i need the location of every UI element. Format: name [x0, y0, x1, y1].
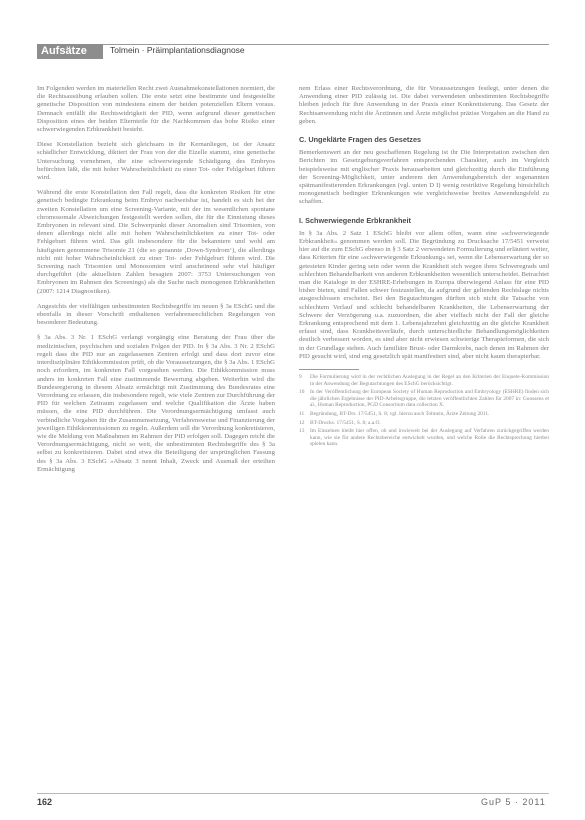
right-intro-paragraph: nem Erlass einer Rechtsverordnung, die für Voraussetzungen festlegt, unter denen die Anwendung einer PID zulässig ist. Die dabei verwendeten unbestimmten Rechtsbegriffe bleiben jedoch für ihre Anwendung in der Praxis einer Konkretisierung. Das Gesetz der Rechtsanwendung nicht die Ärztinnen und Ärzte möglichst präzise Vorgaben an die Hand zu geben. [299, 85, 549, 125]
footnote [299, 411, 549, 418]
section-c-paragraph: Bemerkenswert an der neu geschaffenen Regelung ist ihr Die Interpretation zwischen den Berichten im Gesetzgebungsverfahren entsprechenden Charakter, auch im Vergleich beispielsweise mit englischer Praxis herausarbeiten und gleichzeitig durch die Einführung der Screening-Möglichkeit, unter anderem den Anwendungsbereich der sogenannten spätmanifestierenden Erkrankungen (vgl. unten D I) wenig restriktive Regelung hinsichtlich monogenetisch bedingter Erkrankungen wie vergleichsweise breites Anwendungsfeld zu schaffen. [299, 149, 549, 206]
left-paragraph-1: Im Folgenden werden im materiellen Recht zwei Ausnahmekonstellationen normiert, die die Rechtsausübung erlauben sollen. Die erste setzt eine bestimmte und festgestellte genetische Disposition von mindestens einem der beiden potenziellen Eltern voraus. Demnach entfällt die Rechtswidrigkeit der PID, wenn aufgrund dieser genetischen Disposition eines der beiden Elternteile für die Nachkommen das hohe Risiko einer schwerwiegenden Erbkrankheit besteht. [37, 85, 275, 134]
footnotes [299, 374, 549, 448]
page-header [0, 0, 585, 40]
footer-rule [37, 793, 549, 794]
footnote-text: In der Veröffentlichung der European Society of Human Reproduction and Embryology (ESHRE) finden sich die jährlichen Ergebnisse der PID-Arbeitsgruppe, die letzten veröffentlichten Zahlen für 2007 in: Goossens et al., Human Reproduction, PGD Consortium data collection X. [310, 389, 549, 409]
footnote-text: BT-Drucks. 17/5451, S. 8; a.a.O. [310, 419, 381, 426]
footnote-number: 9 [299, 374, 302, 381]
left-paragraph-3: Während die erste Konstellation den Fall regelt, dass die konkreten Risiken für eine genetisch bedingte Erkrankung beim Embryo nachweisbar ist, handelt es sich bei der zweiten Konstellation um eine Screening-Variante, mit der im wesentlichen spontane chromosomale Abweichungen festgestellt werden sollen, die für die Einnistung dieses Embryonen in relevant sind. Die Schwerpunkt dieser Anomalien sind Trisomien, von denen allerdings nicht alle mit hohen Wahrscheinlichkeiten zu einer Tot- oder Fehlgeburt führen wird. Das gilt insbesondere für die bekanntere und wohl am häufigsten genommene Trisomie 21 (die so genannte ‚Down-Syndrom‘), die allerdings nicht mit hoher Wahrscheinlichkeit zu einer Tot- oder Fehlgeburt führen wird. Die Screening nach Trisomien und Monosomien wird anscheinend sehr viel häufiger durchgeführt (die aktuellsten Zahlen besagten 2007: 3753 Untersuchungen von Embryonen im Rahmen des Screenings) als die Suche nach monogenen Erbkrankheiten (2007: 1214 Diagnostiken). [37, 189, 275, 295]
footnote [299, 428, 549, 448]
footnote [299, 374, 549, 387]
footnote [299, 420, 549, 427]
footnote-text: Begründung, BT-Drs. 17/5451, S. 8; vgl. hierzu auch Tolmein, Ärzte Zeitung 2011. [310, 411, 490, 418]
running-head: Tolmein · Präimplantationsdiagnose [110, 45, 245, 55]
footnote-number: 13 [299, 428, 305, 435]
page-number: 162 [37, 797, 53, 807]
left-paragraph-5: § 3a Abs. 3 Nr. 1 ESchG verlangt vorgängig eine Beratung der Frau über die medizinischen, psychischen und sozialen Folgen der PID. In § 3a Abs. 3 Nr. 2 ESchG regelt dass die PID nur an zugelassenen Zentren erfolgt und dass dort zuvor eine interdisziplinäre Ethikkommission prüft, ob die Voraussetzungen, die § 3a Abs. 1 ESchG noch erfordern, im konkreten Fall vorgesehen werden. Die Ethikkommission muss anders im konkreten Fall eine zustimmende Bewertung abgeben. Weiterhin wird die Bundesregierung in diesem Absatz ermächtigt mit Zustimmung des Bundesrates eine Verordnung zu erlassen, die insbesondere regelt, wie viele Zentren zur Durchführung der PID für welchen Zeitraum zugelassen und welche Qualifikation die Ärzte haben müssen, die eine PID durchführen. Die Verordnungsermächtigung umfasst auch verbindliche Vorgaben für die Zusammensetzung, Verfahrensweise und Finanzierung der jeweiligen Ethikkommissionen zu regeln. Außerdem soll die Verordnung konkretisieren, wie die Meldung von Maßnahmen im Rahmen der PID erfolgen soll. Dagegen reicht die Verordnungsermächtigung, nicht so weit, die unbestimmten Rechtsbegriffe des § 3a selbst zu konkretisieren. Dabei sind etwa die Beteiligung der ursprünglichen Fassung des § 3a Abs. 3 ESchG »Absatz 3 nennt Inhalt, Zweck und Ausmaß der erteilten Ermächtigung [37, 334, 275, 473]
section-c-heading: C. Ungeklärte Fragen des Gesetzes [299, 135, 422, 145]
footnote [299, 389, 549, 409]
section-label: Aufsätze [37, 44, 103, 59]
footnote-number: 11 [299, 411, 305, 418]
section-i-heading: I. Schwerwiegende Erbkrankheit [299, 215, 411, 225]
right-column [299, 85, 549, 450]
left-column [37, 85, 275, 481]
footnote-text: Im Einzelnen bleibt hier offen, ob und inwieweit bei der Auslegung auf Verfahren zurückgegriffen werden kann, wie sie für andere Rechtsbereiche entwickelt wurden, und welche Rolle die Rechtsprechung hierbei spielen kann. [310, 428, 549, 448]
left-paragraph-4: Angesichts der vielfältigen unbestimmten Rechtsbegriffe im neuen § 3a ESchG und die ebenfalls in dieser Vorschrift enthaltenen verfahrensrechtlichen Regelungen von besonderer Bedeutung. [37, 302, 275, 327]
footnote-number: 10 [299, 389, 305, 396]
footnote-divider [299, 369, 359, 370]
journal-issue: GuP 5 · 2011 [481, 797, 546, 807]
footnote-number: 12 [299, 419, 305, 426]
section-i-paragraph: In § 3a Abs. 2 Satz 1 ESchG bleibt vor allem offen, wann eine »schwerwiegende Erbkrankheit« genommen werden soll. Die Begründung zu Drucksache 17/5451 verweist hier auf die zum ESchG ebenso in § 3 Satz 2 verwendeten Formulierung und erläutert weiter, dass Kriterien für eine »schwerwiegende Erkrankung« sei, wenn die Lebenserwartung der so getesteten Kinder gering sein oder wenn die Krankheit sich wegen ihres Schweregrads und schlechten Behandelbarkeit von anderen Erbkrankheiten wesentlich unterscheidet. Betrachtet man die Kataloge in der ESHRE-Erhebungen in Europa überwiegend Anlass für eine PID bisher bieten, sind Fallen schwer festzustellen, da aufgrund der geltenden Rechtslage nichts ausgeschlossen erscheint. Bei den Begutachtungen dürften sich nicht die Tatsache von schlechtem Verlauf und schlecht behandelbaren Krankheiten, die Lebenserwartung der Schwere der Verzögerung u.a. zuzuordnen, die aber vielfach nicht der Fall der gleiche Erkrankung entsprechend mit dem 1. Lebensjahrzehnt gleichzeitig an die gleiche Krankheit erfasst sind, dass Krankheitsverläufe, durch unterschiedliche Behandlungsmöglichkeiten deutlich verbessert worden, es sind aber nicht erwiesen schwierige Therapieformen, die sich in der Grundlage stehen. Auch familiäre Brust- oder Darmkrebs, nach denen im Rahmen der PID gesucht wird, sind eng gesetzlich spät manifestiert sind, aber nicht kaum therapierbar. [299, 229, 549, 360]
footnote-text: Die Formulierung wird in der rechtlichen Auslegung in der Regel an den Kriterien der Enquete-Kommission in der Anwendung der Begutachtungen des ESchG berücksichtigt. [310, 374, 549, 387]
left-paragraph-2: Diese Konstellation bezieht sich gleichsam in ihr Kernanliegen, ist der Ansatz schädlicher Entwicklung, diktiert der Frau von der die Eizelle stammt, eine genetische Untersuchung vornehmen, die eine schwerwiegende Schädigung des Embryos befürchten läßt, die mit hoher Wahrscheinlichkeit zu einer Tot- oder Fehlgeburt führen wird. [37, 141, 275, 182]
